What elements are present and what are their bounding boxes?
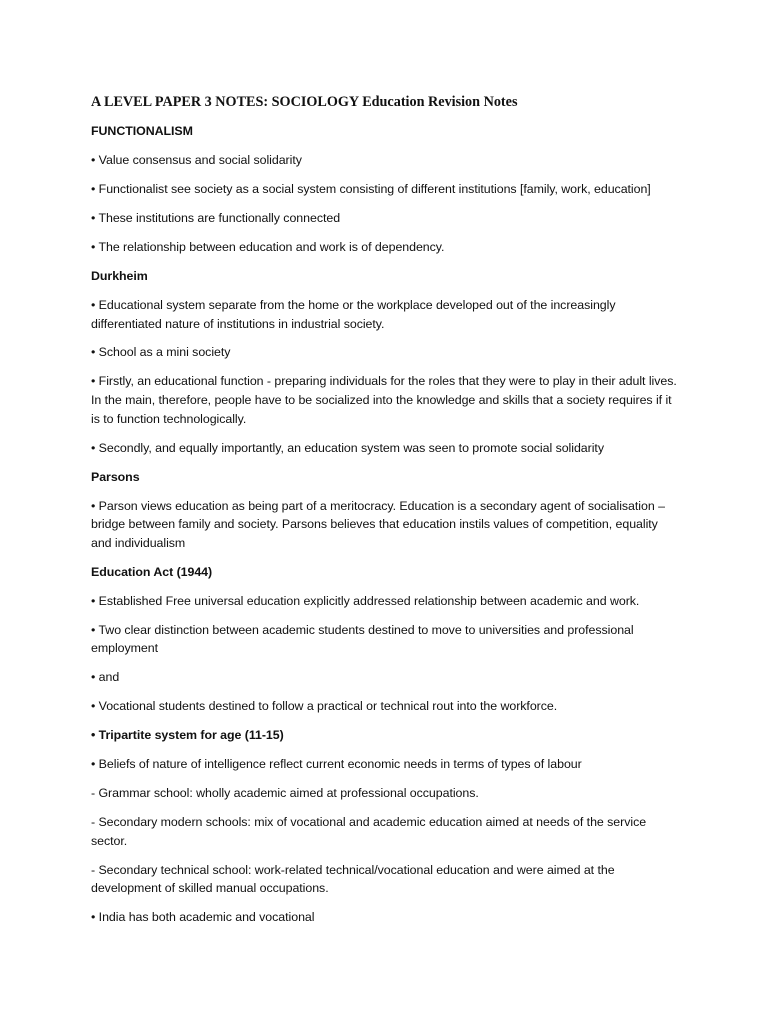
section-heading-parsons: Parsons xyxy=(91,469,140,484)
dash-point: - Grammar school: wholly academic aimed at professional occupations. xyxy=(91,786,479,801)
bullet-point: • Value consensus and social solidarity xyxy=(91,152,302,167)
bullet-point: • and xyxy=(91,670,120,685)
document-body xyxy=(91,93,681,937)
section-heading-education-act: Education Act (1944) xyxy=(91,564,213,579)
section-heading-durkheim: Durkheim xyxy=(91,268,148,283)
bullet-point: • These institutions are functionally connected xyxy=(91,210,341,225)
bullet-point: • Beliefs of nature of intelligence reflect current economic needs in terms of types of labour xyxy=(91,757,582,772)
bullet-point: • Educational system separate from the home or the workplace developed out of the increasingly differentiated nature of institutions in industrial society. xyxy=(91,297,616,331)
bullet-point-bold: • Tripartite system for age (11-15) xyxy=(91,728,284,743)
bullet-point: • Two clear distinction between academic students destined to move to universities and professional employment xyxy=(91,622,634,656)
section-heading-functionalism: FUNCTIONALISM xyxy=(91,124,193,138)
document-title: A LEVEL PAPER 3 NOTES: SOCIOLOGY Education Revision Notes xyxy=(91,94,518,110)
bullet-point: • Firstly, an educational function - preparing individuals for the roles that they were to play in their adult lives. In the main, therefore, people have to be socialized into the knowledge and skills that a society requires if it is to function technologically. xyxy=(91,374,677,426)
bullet-point: • Parson views education as being part of a meritocracy. Education is a secondary agent of socialisation – bridge between family and society. Parsons believes that education instils values of competition, equality and individualism xyxy=(91,498,665,550)
bullet-point: • Functionalist see society as a social system consisting of different institutions [family, work, education] xyxy=(91,181,651,196)
bullet-point: • The relationship between education and work is of dependency. xyxy=(91,239,445,254)
bullet-point: • Established Free universal education explicitly addressed relationship between academic and work. xyxy=(91,593,640,608)
dash-point: - Secondary technical school: work-related technical/vocational education and were aimed at the development of skilled manual occupations. xyxy=(91,862,615,896)
dash-point: - Secondary modern schools: mix of vocational and academic education aimed at needs of the service sector. xyxy=(91,815,647,848)
bullet-point: • India has both academic and vocational xyxy=(91,910,315,925)
bullet-point: • Secondly, and equally importantly, an education system was seen to promote social solidarity xyxy=(91,440,604,455)
bullet-point: • Vocational students destined to follow a practical or technical rout into the workforce. xyxy=(91,699,558,714)
bullet-point: • School as a mini society xyxy=(91,345,231,360)
